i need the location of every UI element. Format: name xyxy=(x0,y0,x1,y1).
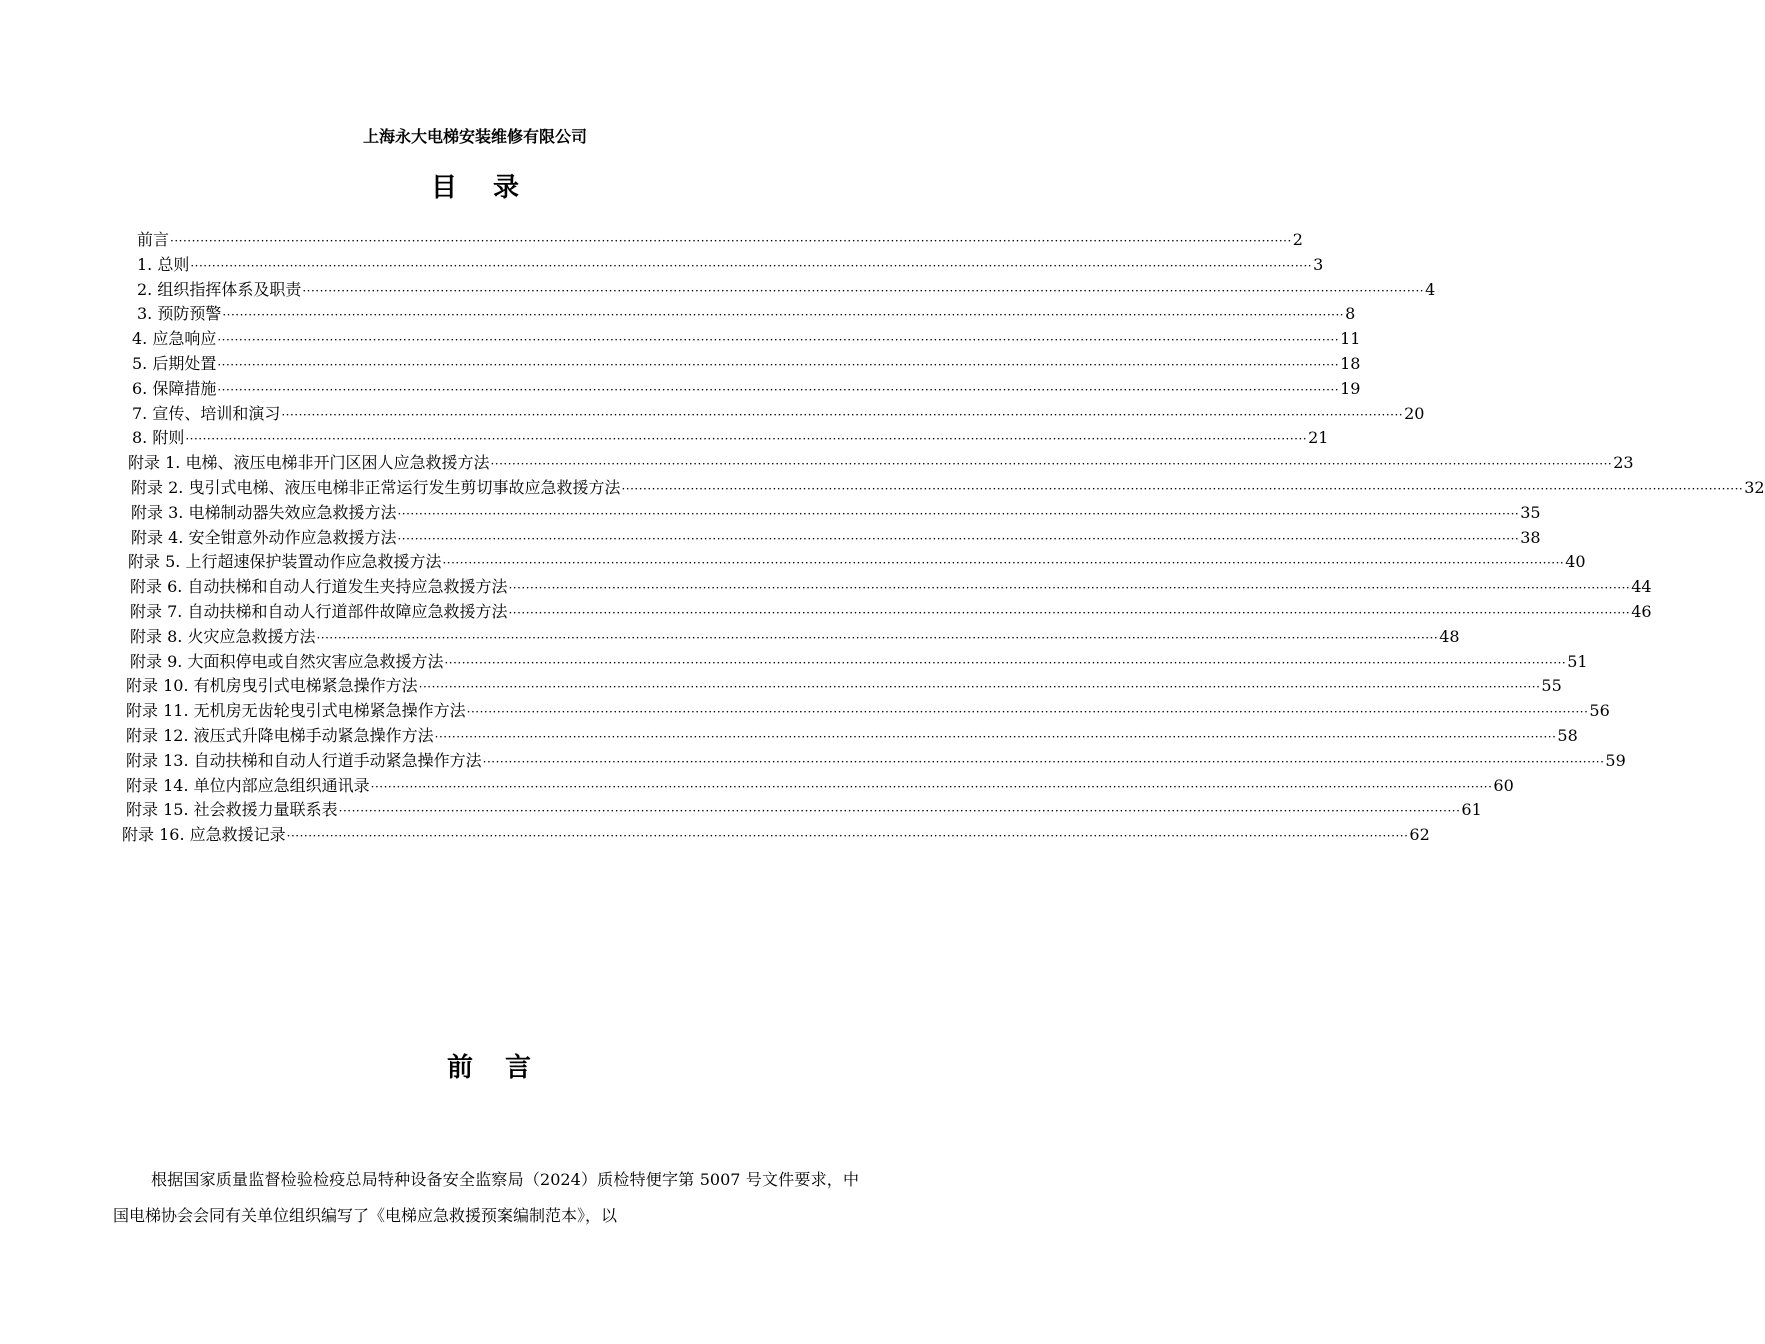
toc-leader-dots: ···································································································································································································································································· xyxy=(442,556,1565,571)
toc-entry-page: 56 xyxy=(1589,701,1610,721)
toc-entry[interactable] xyxy=(137,302,1356,326)
toc-entry-label: 1. 总则 xyxy=(137,254,190,274)
toc-title: 目录 xyxy=(430,173,555,203)
toc-entry-label: 附录 14. 单位内部应急组织通讯录 xyxy=(126,775,370,795)
toc-entry[interactable] xyxy=(137,228,1303,252)
toc-entry-page: 61 xyxy=(1461,800,1482,820)
toc-entry-label: 附录 13. 自动扶梯和自动人行道手动紧急操作方法 xyxy=(126,750,482,770)
toc-entry-page: 51 xyxy=(1567,651,1588,671)
toc-entry[interactable] xyxy=(126,798,1482,822)
toc-leader-dots: ···································································································································································································································································· xyxy=(397,531,1520,546)
toc-leader-dots: ···································································································································································································································································· xyxy=(217,333,1340,348)
toc-entry-label: 5. 后期处置 xyxy=(132,354,217,373)
toc-entry-label: 附录 7. 自动扶梯和自动人行道部件故障应急救援方法 xyxy=(130,602,508,621)
toc-leader-dots: ···································································································································································································································································· xyxy=(316,630,1439,645)
toc-leader-dots: ···································································································································································································································································· xyxy=(621,482,1744,496)
toc-leader-dots: ···································································································································································································································································· xyxy=(222,308,1345,323)
toc-leader-dots: ···································································································································································································································································· xyxy=(170,234,1292,248)
toc-leader-dots: ···································································································································································································································································· xyxy=(490,457,1613,472)
toc-leader-dots: ···································································································································································································································································· xyxy=(434,730,1557,744)
toc-leader-dots: ···································································································································································································································································· xyxy=(281,407,1404,422)
toc-entry-page: 55 xyxy=(1541,676,1562,696)
toc-entry[interactable] xyxy=(132,426,1329,450)
toc-entry[interactable] xyxy=(131,501,1541,525)
toc-leader-dots: ···································································································································································································································································· xyxy=(466,705,1589,720)
toc-entry-label: 8. 附则 xyxy=(132,428,185,448)
toc-entry-page: 58 xyxy=(1557,726,1578,745)
toc-entry[interactable] xyxy=(130,600,1652,624)
toc-entry-label: 7. 宣传、培训和演习 xyxy=(132,403,281,423)
toc-entry-label: 4. 应急响应 xyxy=(132,329,217,349)
toc-leader-dots: ···································································································································································································································································· xyxy=(370,779,1493,794)
toc-entry-page: 40 xyxy=(1565,552,1586,572)
toc-entry-label: 附录 10. 有机房曳引式电梯紧急操作方法 xyxy=(126,676,418,696)
toc-entry-label: 附录 15. 社会救援力量联系表 xyxy=(126,800,338,820)
toc-leader-dots: ···································································································································································································································································· xyxy=(302,283,1425,298)
toc-entry[interactable] xyxy=(130,650,1588,674)
company-name: 上海永大电梯安装维修有限公司 xyxy=(362,127,587,146)
toc-entry-page: 4 xyxy=(1425,279,1436,299)
toc-entry-label: 附录 6. 自动扶梯和自动人行道发生夹持应急救援方法 xyxy=(130,577,508,597)
toc-entry-page: 2 xyxy=(1292,230,1303,249)
toc-entry-label: 附录 4. 安全钳意外动作应急救援方法 xyxy=(131,527,397,547)
toc-entry[interactable] xyxy=(131,526,1541,550)
toc-entry-label: 6. 保障措施 xyxy=(132,378,217,398)
toc-leader-dots: ···································································································································································································································································· xyxy=(286,829,1409,844)
toc-entry-label: 附录 9. 大面积停电或自然灾害应急救援方法 xyxy=(130,651,444,671)
toc-entry[interactable] xyxy=(126,699,1610,723)
toc-entry[interactable] xyxy=(132,327,1361,351)
toc-entry-page: 32 xyxy=(1744,478,1765,497)
toc-entry-page: 48 xyxy=(1439,626,1460,646)
toc-entry[interactable] xyxy=(126,774,1514,798)
toc-entry-label: 附录 2. 曳引式电梯、液压电梯非正常运行发生剪切事故应急救援方法 xyxy=(131,478,621,497)
toc-leader-dots: ···································································································································································································································································· xyxy=(217,358,1340,372)
toc-entry[interactable] xyxy=(137,278,1436,302)
toc-leader-dots: ···································································································································································································································································· xyxy=(397,506,1520,521)
toc-entry-page: 20 xyxy=(1404,403,1425,423)
toc-entry-page: 21 xyxy=(1308,428,1329,448)
toc-entry[interactable] xyxy=(126,724,1578,748)
toc-entry[interactable] xyxy=(132,352,1361,376)
toc-entry[interactable] xyxy=(128,550,1586,574)
toc-entry[interactable] xyxy=(130,575,1652,599)
toc-entry-page: 11 xyxy=(1340,329,1361,349)
toc-entry-page: 19 xyxy=(1340,378,1361,398)
preface-paragraph: 根据国家质量监督检验检疫总局特种设备安全监察局（2024）质检特便字第 5007 号文件要求，中国电梯协会会同有关单位组织编写了《电梯应急救援预案编制范本》，以 xyxy=(113,1170,859,1225)
toc-entry-page: 38 xyxy=(1520,527,1541,547)
toc-leader-dots: ···································································································································································································································································· xyxy=(190,258,1313,273)
toc-entry-label: 附录 5. 上行超速保护装置动作应急救援方法 xyxy=(128,552,442,572)
toc-entry[interactable] xyxy=(122,823,1430,847)
toc-entry-page: 59 xyxy=(1605,750,1626,770)
toc-entry-page: 3 xyxy=(1313,254,1324,274)
toc-entry-label: 2. 组织指挥体系及职责 xyxy=(137,279,302,299)
toc-entry[interactable] xyxy=(132,402,1425,426)
toc-entry[interactable] xyxy=(132,377,1361,401)
toc-entry-label: 前言 xyxy=(137,230,170,249)
toc-leader-dots: ···································································································································································································································································· xyxy=(482,754,1605,769)
toc-entry-label: 附录 3. 电梯制动器失效应急救援方法 xyxy=(131,502,397,522)
toc-entry-label: 3. 预防预警 xyxy=(137,304,222,324)
toc-leader-dots: ···································································································································································································································································· xyxy=(444,655,1567,670)
toc-entry-page: 18 xyxy=(1340,354,1361,373)
toc-entry-page: 46 xyxy=(1631,602,1652,621)
toc-entry-page: 44 xyxy=(1631,577,1652,597)
toc-entry-page: 8 xyxy=(1345,304,1356,324)
toc-entry[interactable] xyxy=(131,476,1765,500)
toc-entry-label: 附录 1. 电梯、液压电梯非开门区困人应急救援方法 xyxy=(128,453,490,473)
toc-entry[interactable] xyxy=(126,674,1562,698)
toc-entry-page: 35 xyxy=(1520,502,1541,522)
toc-entry[interactable] xyxy=(128,451,1634,475)
toc-entry-label: 附录 16. 应急救援记录 xyxy=(122,825,286,845)
toc-entry-label: 附录 8. 火灾应急救援方法 xyxy=(130,626,316,646)
toc-entry[interactable] xyxy=(137,253,1324,277)
toc-entry-page: 60 xyxy=(1493,775,1514,795)
toc-leader-dots: ···································································································································································································································································· xyxy=(338,804,1461,819)
toc-entry[interactable] xyxy=(126,749,1626,773)
toc-entry-label: 附录 11. 无机房无齿轮曳引式电梯紧急操作方法 xyxy=(126,701,466,721)
toc-entry-label: 附录 12. 液压式升降电梯手动紧急操作方法 xyxy=(126,726,434,745)
toc-leader-dots: ···································································································································································································································································· xyxy=(418,680,1541,695)
toc-leader-dots: ···································································································································································································································································· xyxy=(508,606,1631,620)
preface-title: 前言 xyxy=(446,1053,563,1083)
toc-leader-dots: ···································································································································································································································································· xyxy=(217,382,1340,397)
toc-entry-page: 23 xyxy=(1613,453,1634,473)
toc-leader-dots: ···································································································································································································································································· xyxy=(185,432,1308,447)
toc-entry-page: 62 xyxy=(1409,825,1430,845)
toc-entry[interactable] xyxy=(130,625,1460,649)
toc-leader-dots: ···································································································································································································································································· xyxy=(508,581,1631,596)
